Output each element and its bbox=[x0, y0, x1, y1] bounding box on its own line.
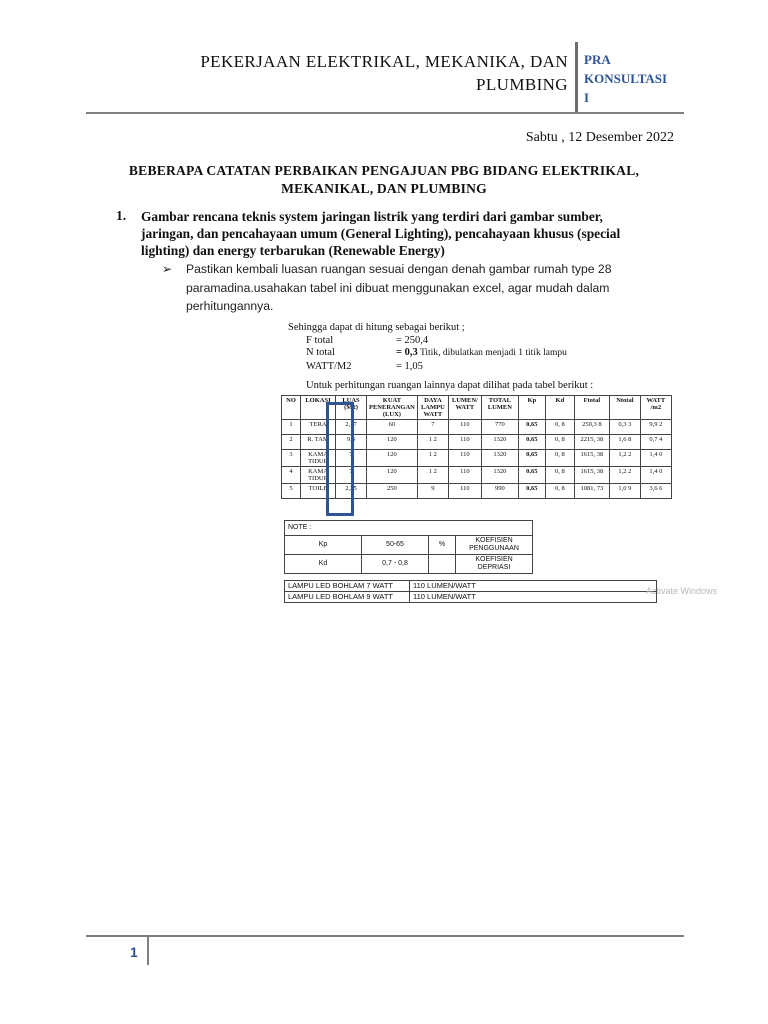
table-cell: 1 2 bbox=[417, 467, 448, 484]
table-header-cell: Kd bbox=[545, 396, 574, 420]
table-cell: 120 bbox=[367, 467, 418, 484]
table-cell: 1615, 38 bbox=[574, 467, 609, 484]
f-total-line bbox=[306, 335, 428, 347]
watt-label: WATT/M2 bbox=[306, 361, 352, 372]
table-cell: 120 bbox=[367, 435, 418, 450]
table-cell: 1,2 2 bbox=[609, 450, 640, 467]
table-header-cell: TOTAL LUMEN bbox=[481, 396, 518, 420]
header-badge bbox=[584, 50, 667, 107]
item-text: Gambar rencana teknis system jaringan listrik yang terdiri dari gambar sumber, jaringan, dan pencahayaan umum (General Lighting), pencahayaan khusus (special lighting) dan energy terbarukan (Renewable Energy) bbox=[141, 209, 621, 258]
table-cell: 1,4 0 bbox=[640, 450, 671, 467]
n-total-note: Titik, dibulatkan menjadi 1 titik lampu bbox=[417, 348, 567, 358]
table-cell: KAMA TIDUR bbox=[301, 450, 336, 467]
table-header-cell: DAYA LAMPU WATT bbox=[417, 396, 448, 420]
scan-intro: Sehingga dapat di hitung sebagai berikut ; bbox=[288, 322, 465, 333]
table-header-cell: LUMEN/ WATT bbox=[448, 396, 481, 420]
table-cell: 0,65 bbox=[518, 420, 545, 435]
table-header-cell: LOKASI bbox=[301, 396, 336, 420]
table-cell: 1615, 38 bbox=[574, 450, 609, 467]
table-cell: 1,4 0 bbox=[640, 467, 671, 484]
footer-rule bbox=[86, 935, 684, 937]
watt-line bbox=[306, 361, 423, 373]
n-total-value: = 0,3 bbox=[396, 347, 418, 358]
table-header-cell: LUAS (M2) bbox=[336, 396, 367, 420]
table-cell: 990 bbox=[481, 484, 518, 499]
table-cell: 0, 8 bbox=[545, 435, 574, 450]
activate-windows-watermark: Activate Windows bbox=[646, 586, 718, 596]
table-cell: KAMA TIDUR bbox=[301, 467, 336, 484]
n-total-label: N total bbox=[306, 347, 335, 358]
lamp-cell: 110 LUMEN/WATT bbox=[410, 581, 657, 592]
table-cell: 1,2 2 bbox=[609, 467, 640, 484]
document-title-line1: BEBERAPA CATATAN PERBAIKAN PENGAJUAN PBG BIDANG ELEKTRIKAL, bbox=[128, 163, 640, 178]
table-cell: 60 bbox=[367, 420, 418, 435]
table-cell: 9 bbox=[417, 484, 448, 499]
table-cell: TERA bbox=[301, 420, 336, 435]
table-cell: 1,6 8 bbox=[609, 435, 640, 450]
document-title-line2: MEKANIKAL, DAN PLUMBING bbox=[281, 181, 487, 196]
bullet-text: Pastikan kembali luasan ruangan sesuai dengan denah gambar rumah type 28 paramadina.usahakan tabel ini dibuat menggunakan excel, agar mudah dalam perhitungannya. bbox=[186, 262, 612, 313]
note-cell: KOEFISIEN DEPRIASI bbox=[456, 555, 533, 574]
table-cell: 2 bbox=[282, 435, 301, 450]
table-cell: 5 bbox=[282, 484, 301, 499]
table-cell: 7 bbox=[336, 467, 367, 484]
highlight-box-luas-column bbox=[326, 402, 354, 516]
table-cell: 9,6 bbox=[336, 435, 367, 450]
table-cell: 3 bbox=[282, 450, 301, 467]
f-total-label: F total bbox=[306, 335, 334, 346]
header-badge-line1: PRA bbox=[584, 52, 611, 67]
lamp-row bbox=[285, 592, 657, 603]
table-cell: 4 bbox=[282, 467, 301, 484]
note-row bbox=[285, 536, 533, 555]
table-cell: 1 2 bbox=[417, 450, 448, 467]
table-cell: 770 bbox=[481, 420, 518, 435]
note-cell: KOEFISIEN PENGGUNAAN bbox=[456, 536, 533, 555]
table-header-cell: KUAT PENERANGAN (LUX) bbox=[367, 396, 418, 420]
note-cell bbox=[429, 555, 456, 574]
lamp-row bbox=[285, 581, 657, 592]
table-cell: 110 bbox=[448, 450, 481, 467]
table-intro: Untuk perhitungan ruangan lainnya dapat dilihat pada tabel berikut : bbox=[306, 380, 594, 391]
table-cell: 0,65 bbox=[518, 450, 545, 467]
table-cell: 110 bbox=[448, 484, 481, 499]
table-cell: 250 bbox=[367, 484, 418, 499]
watt-value: = 1,05 bbox=[396, 361, 423, 372]
note-label: NOTE : bbox=[285, 521, 533, 536]
table-cell: 0,3 3 bbox=[609, 420, 640, 435]
table-cell: 0,65 bbox=[518, 467, 545, 484]
lamp-cell: LAMPU LED BOHLAM 9 WATT bbox=[285, 592, 410, 603]
table-cell: 2215, 38 bbox=[574, 435, 609, 450]
table-cell: 250,3 8 bbox=[574, 420, 609, 435]
lamp-cell: LAMPU LED BOHLAM 7 WATT bbox=[285, 581, 410, 592]
table-cell: 1,0 9 bbox=[609, 484, 640, 499]
table-cell: 1320 bbox=[481, 435, 518, 450]
table-header-cell: Kp bbox=[518, 396, 545, 420]
header-divider bbox=[575, 42, 578, 112]
table-cell: 110 bbox=[448, 467, 481, 484]
table-header-cell: Ntotal bbox=[609, 396, 640, 420]
table-cell: 1320 bbox=[481, 467, 518, 484]
table-cell: 7 bbox=[336, 450, 367, 467]
table-cell: 1 2 bbox=[417, 435, 448, 450]
note-cell: Kp bbox=[285, 536, 362, 555]
table-cell: R. TAM bbox=[301, 435, 336, 450]
header-title bbox=[200, 50, 568, 96]
n-total-line bbox=[306, 347, 567, 359]
table-cell: 1 bbox=[282, 420, 301, 435]
table-cell: 0,65 bbox=[518, 484, 545, 499]
table-cell: 0, 8 bbox=[545, 467, 574, 484]
table-cell: 1081, 73 bbox=[574, 484, 609, 499]
header-title-line1: PEKERJAAN ELEKTRIKAL, MEKANIKA, DAN bbox=[200, 52, 568, 71]
note-cell: 0,7 - 0,8 bbox=[362, 555, 429, 574]
table-header-cell: NO bbox=[282, 396, 301, 420]
footer-divider bbox=[147, 937, 149, 965]
table-cell: 0, 8 bbox=[545, 484, 574, 499]
header-title-line2: PLUMBING bbox=[476, 75, 568, 94]
lamp-cell: 110 LUMEN/WATT bbox=[410, 592, 657, 603]
table-cell: 9,9 2 bbox=[640, 420, 671, 435]
table-cell: 2,25 bbox=[336, 484, 367, 499]
table-cell: 2,17 bbox=[336, 420, 367, 435]
f-total-value: = 250,4 bbox=[396, 335, 429, 346]
document-date: Sabtu , 12 Desember 2022 bbox=[525, 130, 674, 145]
note-table bbox=[284, 520, 533, 574]
table-header-cell: Ftotal bbox=[574, 396, 609, 420]
note-cell: Kd bbox=[285, 555, 362, 574]
table-header-cell: WATT /m2 bbox=[640, 396, 671, 420]
note-cell: % bbox=[429, 536, 456, 555]
header-badge-line3: I bbox=[584, 90, 590, 105]
header-rule bbox=[86, 112, 684, 114]
table-cell: TOILE bbox=[301, 484, 336, 499]
table-cell: 0,65 bbox=[518, 435, 545, 450]
page-number: 1 bbox=[130, 944, 138, 960]
table-cell: 110 bbox=[448, 420, 481, 435]
note-row bbox=[285, 555, 533, 574]
document-title bbox=[88, 162, 680, 198]
table-cell: 0,7 4 bbox=[640, 435, 671, 450]
note-cell: 50-65 bbox=[362, 536, 429, 555]
table-cell: 3,6 6 bbox=[640, 484, 671, 499]
table-cell: 0, 8 bbox=[545, 450, 574, 467]
table-cell: 110 bbox=[448, 435, 481, 450]
item-number: 1. bbox=[116, 208, 127, 223]
arrow-bullet-icon: ➢ bbox=[162, 262, 173, 276]
table-cell: 0, 8 bbox=[545, 420, 574, 435]
table-cell: 120 bbox=[367, 450, 418, 467]
lamp-table bbox=[284, 580, 657, 603]
table-cell: 1320 bbox=[481, 450, 518, 467]
header-badge-line2: KONSULTASI bbox=[584, 71, 668, 86]
table-cell: 7 bbox=[417, 420, 448, 435]
